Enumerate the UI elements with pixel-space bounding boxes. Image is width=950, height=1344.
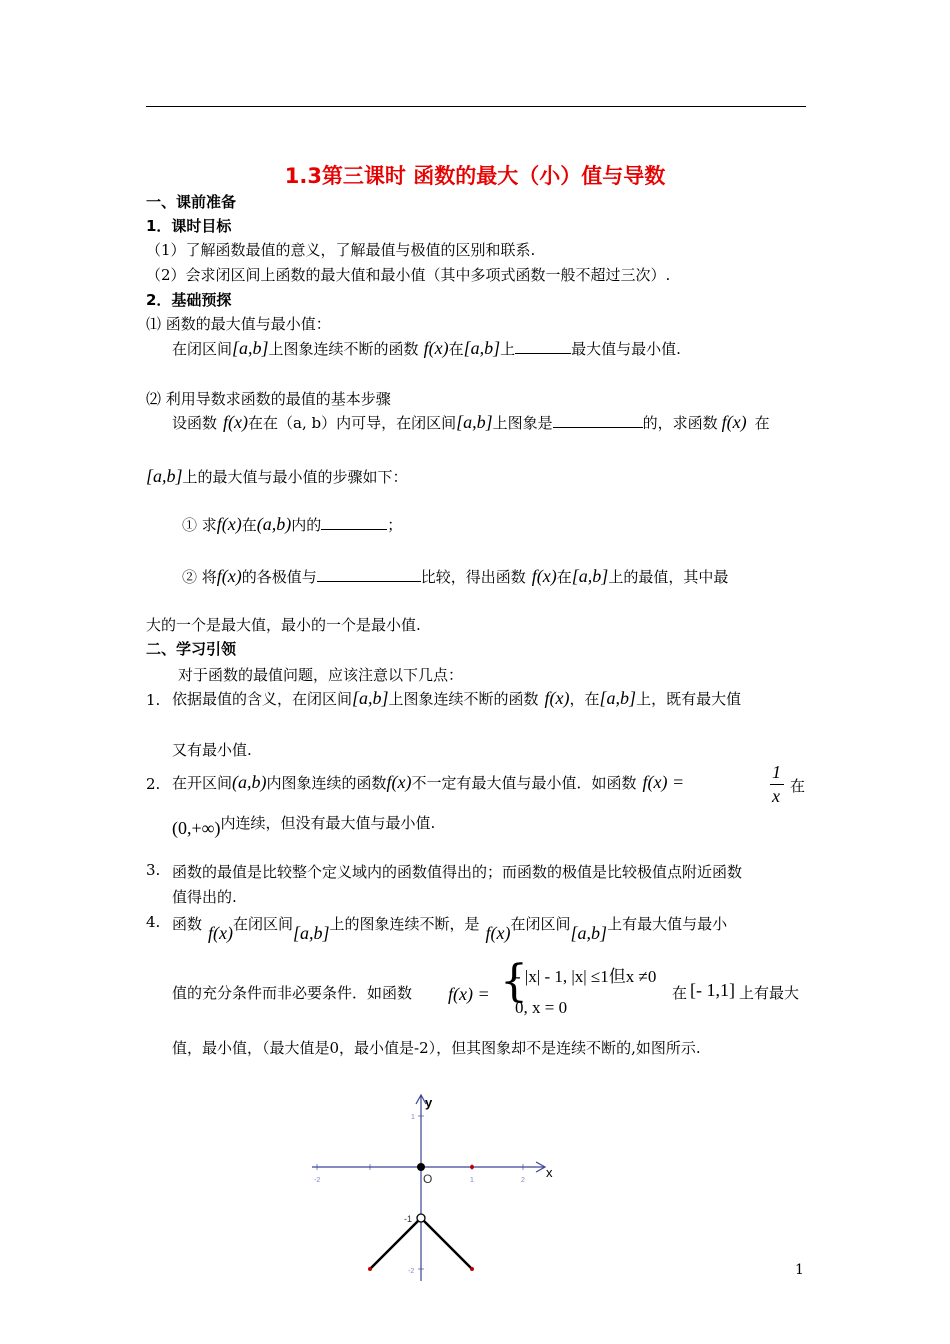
note-4-line3: 值，最小值，（最大值是0，最小值是-2），但其图象却不是连续不断的,如图所示. — [172, 1039, 701, 1057]
tick-label: -1 — [404, 1214, 413, 1224]
math-fx: f(x) — [721, 412, 747, 432]
note-4 — [172, 913, 728, 943]
text: 上图象连续不断的函数 — [388, 690, 539, 708]
text: 依据最值的含义，在闭区间 — [172, 690, 353, 708]
math-fx: f(x) — [423, 338, 449, 358]
text: 内图象连续的函数 — [266, 774, 387, 792]
marked-point — [470, 1165, 474, 1169]
fill-blank — [515, 339, 571, 354]
text: ，在 — [569, 690, 600, 708]
endpoint-left — [368, 1267, 372, 1271]
graph-left-segment — [370, 1220, 419, 1269]
text: 上图象是 — [492, 414, 553, 432]
step-2-cont: 大的一个是最大值，最小的一个是最小值. — [146, 616, 421, 634]
note-3-number: 3. — [146, 861, 161, 879]
piecewise-case-1: - |x| - 1, |x| ≤1但x ≠0 — [515, 967, 657, 986]
preview-item-2-line2 — [146, 466, 408, 487]
text: 不一定有最大值与最小值．如函数 — [411, 774, 637, 792]
text: 上的最大值与最小值的步骤如下： — [182, 468, 408, 486]
tick-label: 2 — [521, 1177, 525, 1184]
text: 上有最大值与最小 — [607, 915, 728, 933]
fraction-bar — [770, 784, 784, 785]
text: 在闭区间 — [510, 915, 571, 933]
note-4-number: 4. — [146, 913, 161, 931]
text: 上图象连续不断的函数 — [268, 340, 419, 358]
grid-ticks — [317, 1116, 523, 1269]
graph-right-segment — [423, 1220, 472, 1269]
math-fx: f(x) — [208, 923, 233, 943]
section-heading-1: 一、课前准备 — [146, 193, 237, 211]
text: 在 — [448, 340, 464, 358]
step-1 — [182, 514, 402, 535]
text: 内的 — [291, 516, 322, 534]
tick-label: 1 — [411, 1114, 415, 1121]
math-ab: [a,b] — [571, 566, 609, 586]
objective-1: （1）了解函数最值的意义，了解最值与极值的区别和联系. — [146, 241, 536, 259]
math-fx: f(x) — [223, 412, 248, 432]
text: 在 — [556, 568, 572, 586]
math-ab: [a,b] — [570, 923, 608, 943]
piecewise-brace: { — [500, 956, 528, 1007]
text: 在闭区间 — [233, 915, 294, 933]
closed-point-origin — [417, 1163, 425, 1171]
math-interval: (0,+∞) — [172, 818, 221, 838]
text: 比较，得出函数 — [420, 568, 526, 586]
text: 在 — [241, 516, 257, 534]
page-title: 1.3第三课时 函数的最大（小）值与导数 — [284, 164, 666, 188]
text: 上的图象连续不断，是 — [329, 915, 480, 933]
subheading-preview: 2．基础预探 — [146, 291, 232, 309]
math-fx-eq: f(x) = — [642, 772, 685, 792]
preview-item-1-line — [172, 338, 681, 359]
tick-label: 1 — [470, 1177, 474, 1184]
note-2-number: 2. — [146, 775, 161, 793]
header-rule — [146, 106, 806, 107]
text: 上有最大 — [739, 984, 800, 1002]
math-ab-open: (a,b) — [232, 772, 267, 792]
math-fx: f(x) — [531, 566, 557, 586]
math-ab: [a,b] — [463, 338, 501, 358]
math-ab: [a,b] — [456, 412, 493, 432]
tick-label: -2 — [314, 1177, 321, 1184]
fraction-numerator: 1 — [772, 762, 781, 782]
note-3: 函数的最值是比较整个定义域内的函数值得出的；而函数的极值是比较极值点附近函数 — [172, 863, 743, 881]
math-fx: f(x) — [216, 566, 242, 586]
math-fx: f(x) — [485, 923, 511, 943]
tick-label: -2 — [408, 1268, 415, 1275]
text: 在 — [754, 414, 770, 432]
note-2 — [172, 772, 684, 793]
page-number: 1 — [795, 1262, 804, 1278]
intro-text: 对于函数的最值问题，应该注意以下几点： — [178, 666, 464, 684]
math-ab-open: (a,b) — [256, 514, 292, 534]
text: ； — [387, 516, 403, 534]
math-fx: f(x) — [386, 772, 412, 792]
math-interval: [- 1,1] — [690, 980, 735, 1000]
origin-label: O — [423, 1172, 433, 1186]
note-1 — [172, 688, 741, 709]
math-fx-eq: f(x) = — [448, 984, 490, 1004]
math-ab: [a,b] — [146, 466, 183, 486]
text: 的各极值与 — [241, 568, 317, 586]
text: 上 — [500, 340, 516, 358]
fill-blank — [317, 567, 421, 582]
text: ② 将 — [182, 568, 217, 586]
preview-item-2-line — [172, 412, 770, 433]
text: 的，求函数 — [642, 414, 718, 432]
note-1-number: 1. — [146, 691, 161, 709]
text: 内连续，但没有最大值与最小值. — [220, 814, 436, 832]
fill-blank — [553, 413, 643, 428]
text: ① 求 — [182, 516, 217, 534]
step-2 — [182, 566, 728, 587]
preview-item-2: ⑵ 利用导数求函数的最值的基本步骤 — [146, 390, 391, 408]
fraction-denominator: x — [772, 786, 780, 806]
math-ab: [a,b] — [352, 688, 389, 708]
text: 最大值与最小值. — [571, 340, 681, 358]
math-ab: [a,b] — [232, 338, 269, 358]
section-heading-2: 二、学习引领 — [146, 640, 237, 658]
note-3-cont: 值得出的. — [172, 888, 237, 906]
math-fx: f(x) — [544, 688, 570, 708]
note-2-cont — [172, 812, 436, 838]
fill-blank — [321, 515, 387, 530]
note-1-cont: 又有最小值. — [172, 741, 252, 759]
text: 在闭区间 — [172, 340, 233, 358]
text: 在 — [672, 984, 688, 1002]
x-axis-label: x — [546, 1165, 553, 1180]
open-point — [417, 1214, 425, 1222]
preview-item-1: ⑴ 函数的最大值与最小值： — [146, 315, 331, 333]
text: 设函数 — [172, 414, 218, 432]
text: 上，既有最大值 — [636, 690, 742, 708]
math-ab: [a,b] — [293, 923, 330, 943]
text: 上的最值，其中最 — [608, 568, 729, 586]
text: 函数 — [172, 915, 203, 933]
text: 在开区间 — [172, 774, 233, 792]
endpoint-right — [470, 1267, 474, 1271]
note-2-text: 在 — [790, 777, 806, 795]
y-axis-label: y — [425, 1095, 433, 1110]
math-ab: [a,b] — [599, 688, 637, 708]
subheading-objectives: 1．课时目标 — [146, 217, 232, 235]
piecewise-case-2: 0, x = 0 — [515, 998, 568, 1017]
objective-2: （2）会求闭区间上函数的最大值和最小值（其中多项式函数一般不超过三次）. — [146, 266, 671, 284]
math-fx: f(x) — [216, 514, 242, 534]
function-graph — [300, 1085, 570, 1285]
note-4-line2: 值的充分条件而非必要条件．如函数 — [172, 984, 413, 1002]
text: 在在（a, b）内可导，在闭区间 — [248, 414, 457, 432]
